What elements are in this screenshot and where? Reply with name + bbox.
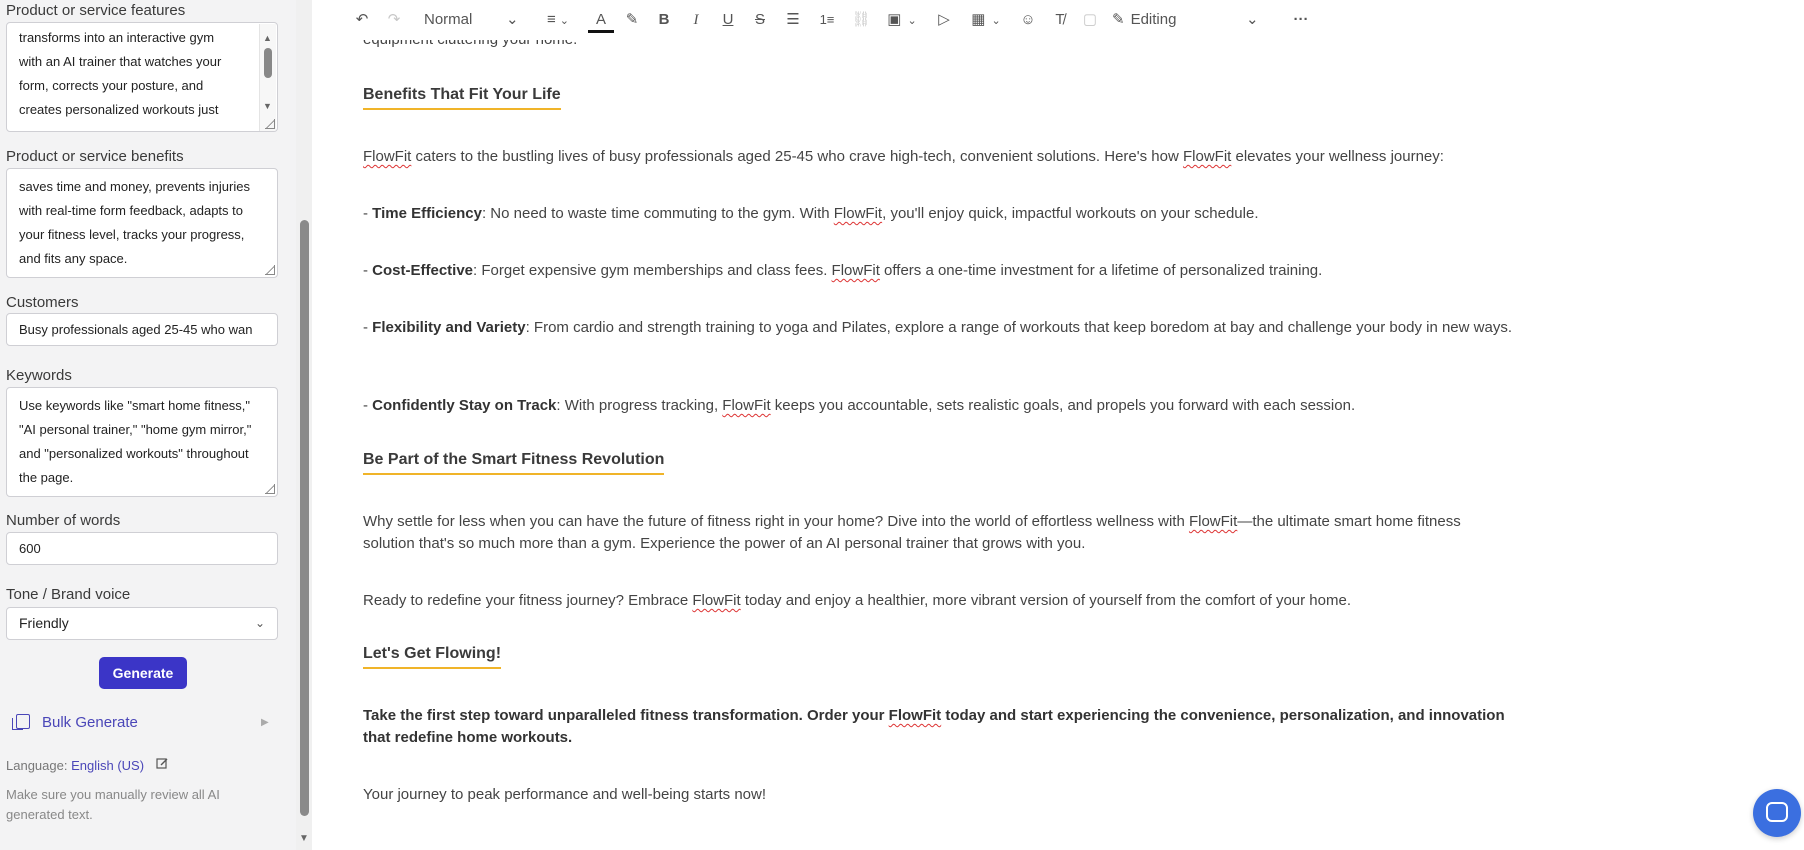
chevron-down-icon: ⌄ xyxy=(506,11,519,28)
features-label: Product or service features xyxy=(6,2,186,19)
call-to-action xyxy=(363,705,1513,749)
text-run: elevates your wellness journey: xyxy=(1231,148,1444,165)
generate-button[interactable]: Generate xyxy=(99,657,187,689)
text-run: keeps you accountable, sets realistic goals, and propels you forward with each session. xyxy=(770,397,1356,414)
section-heading: Benefits That Fit Your Life xyxy=(363,84,561,110)
brand-name: FlowFit xyxy=(833,205,883,222)
section-heading: Be Part of the Smart Fitness Revolution xyxy=(363,449,664,475)
brand-name: FlowFit xyxy=(722,397,771,414)
benefit-title: Cost-Effective xyxy=(372,262,474,279)
text-color-icon[interactable]: A xyxy=(588,8,614,33)
resize-handle-icon[interactable] xyxy=(265,265,275,275)
text-run: today and enjoy a healthier, more vibrant version of yourself from the comfort of your home. xyxy=(740,592,1351,609)
features-textarea[interactable] xyxy=(6,22,278,132)
text-run: Why settle for less when you can have the future of fitness right in your home? Dive into the world of effortless wellness with xyxy=(363,513,1189,530)
brand-name: FlowFit xyxy=(363,148,412,165)
text-run: Ready to redefine your fitness journey? Embrace xyxy=(363,592,693,609)
bullet-list-icon[interactable]: ☰ xyxy=(786,11,800,28)
bulk-generate-label: Bulk Generate xyxy=(42,714,138,731)
underline-icon[interactable]: U xyxy=(722,11,734,28)
scroll-down-icon[interactable]: ▼ xyxy=(263,101,272,111)
editing-mode-label: Editing xyxy=(1130,11,1177,28)
pencil-icon: ✎ xyxy=(1112,11,1125,28)
keywords-line: and "personalized workouts" throughout xyxy=(19,446,249,461)
benefits-textarea[interactable] xyxy=(6,168,278,278)
brand-name: FlowFit xyxy=(1188,513,1238,530)
keywords-textarea[interactable] xyxy=(6,387,278,497)
image-icon[interactable]: ▣ ⌄ xyxy=(887,11,917,28)
scroll-thumb[interactable] xyxy=(264,48,272,78)
text-run: offers a one-time investment for a lifetime of personalized training. xyxy=(879,262,1323,279)
section-heading: Let's Get Flowing! xyxy=(363,643,501,669)
document-editor[interactable] xyxy=(312,0,1804,850)
language-prefix: Language: xyxy=(6,758,68,773)
text-style-select[interactable] xyxy=(424,8,524,32)
strikethrough-icon[interactable]: S xyxy=(754,11,765,28)
emoji-icon[interactable]: ☺ xyxy=(1020,11,1036,28)
editing-mode-select[interactable] xyxy=(1112,8,1262,32)
benefits-line: your fitness level, tracks your progress, xyxy=(19,227,245,242)
benefits-label: Product or service benefits xyxy=(6,148,184,165)
italic-icon[interactable]: I xyxy=(693,12,699,28)
word-count-label: Number of words xyxy=(6,512,121,529)
features-line: creates personalized workouts just xyxy=(19,102,219,117)
text-style-value: Normal xyxy=(424,11,473,28)
bulk-generate-link[interactable] xyxy=(16,714,138,731)
tone-label: Tone / Brand voice xyxy=(6,586,131,603)
chat-support-button[interactable] xyxy=(1753,789,1801,837)
benefit-item: - Cost-Effective: Forget expensive gym memberships and class fees. FlowFit offers a one-time investment for a lifetime of personalized training. xyxy=(363,262,1323,279)
features-line: form, corrects your posture, and xyxy=(19,78,204,93)
keywords-label: Keywords xyxy=(6,367,72,384)
bold-icon[interactable]: B xyxy=(658,11,670,28)
customers-label: Customers xyxy=(6,294,79,311)
paragraph xyxy=(363,146,1513,168)
paragraph xyxy=(363,590,1513,612)
resize-handle-icon[interactable] xyxy=(265,484,275,494)
align-icon[interactable]: ≡ ⌄ xyxy=(547,11,569,28)
review-note: Make sure you manually review all AI generated text. xyxy=(6,787,220,822)
more-options-icon[interactable]: ··· xyxy=(1293,11,1309,28)
text-run: : No need to waste time commuting to the gym. With xyxy=(481,205,834,222)
features-line: with an AI trainer that watches your xyxy=(19,54,222,69)
generator-panel xyxy=(0,0,296,850)
benefit-item: - Confidently Stay on Track: With progress tracking, FlowFit keeps you accountable, sets realistic goals, and propels you forward with each session. xyxy=(363,397,1356,414)
keywords-line: "AI personal trainer," "home gym mirror," xyxy=(19,422,252,437)
play-icon[interactable]: ▷ xyxy=(938,11,950,28)
customers-input[interactable]: Busy professionals aged 25-45 who wan xyxy=(6,313,278,346)
brand-name: FlowFit xyxy=(1182,148,1232,165)
benefits-line: and fits any space. xyxy=(19,251,128,266)
features-scrollbar[interactable] xyxy=(259,24,276,132)
chevron-down-icon: ⌄ xyxy=(254,616,265,630)
language-link[interactable]: English (US) xyxy=(71,758,145,773)
editor-toolbar xyxy=(312,0,1804,40)
text-run: : Forget expensive gym memberships and class fees. xyxy=(473,262,832,279)
chevron-down-icon: ⌄ xyxy=(1246,11,1259,28)
scroll-down-icon[interactable]: ▼ xyxy=(299,833,309,844)
copy-icon xyxy=(16,714,30,729)
keywords-line: the page. xyxy=(19,470,74,485)
text-run: , you'll enjoy quick, impactful workouts on your schedule. xyxy=(882,205,1259,222)
text-run: Take the first step toward unparalleled fitness transformation. Order your xyxy=(363,707,889,724)
link-icon[interactable]: ⛓ xyxy=(851,11,871,28)
text-run: : From cardio and strength training to yoga and Pilates, explore a range of workouts that keep boredom at bay and challenge your body in new ways. xyxy=(525,319,1512,336)
numbered-list-icon[interactable]: 1≡ xyxy=(819,12,835,27)
tone-value: Friendly xyxy=(19,615,69,631)
keywords-line: Use keywords like "smart home fitness," xyxy=(19,398,251,413)
features-line: transforms into an interactive gym xyxy=(19,30,215,45)
text-run: : With progress tracking, xyxy=(556,397,723,414)
resize-handle-icon[interactable] xyxy=(265,119,275,129)
table-icon[interactable]: ▦ ⌄ xyxy=(971,11,1001,28)
panel-scrollbar[interactable] xyxy=(296,0,312,850)
scroll-up-icon[interactable]: ▲ xyxy=(263,33,272,43)
scroll-thumb[interactable] xyxy=(300,220,309,816)
benefit-item: - Flexibility and Variety: From cardio and strength training to yoga and Pilates, explore a range of workouts that keep boredom at bay and challenge your body in new ways. xyxy=(363,319,1512,336)
benefit-title: Time Efficiency xyxy=(372,205,482,222)
brand-name: FlowFit xyxy=(888,707,942,724)
paragraph: Your journey to peak performance and well-being starts now! xyxy=(363,786,767,803)
text-run: today and start experiencing the convenience, personalization, and innovation that redefine home workouts. xyxy=(363,707,1505,746)
language-row xyxy=(6,757,169,773)
benefit-item: - Time Efficiency: No need to waste time commuting to the gym. With FlowFit, you'll enjoy quick, impactful workouts on your schedule. xyxy=(363,205,1259,222)
text-run: caters to the bustling lives of busy professionals aged 25-45 who crave high-tech, convenient solutions. Here's how xyxy=(411,148,1183,165)
chat-icon xyxy=(1766,802,1788,822)
redo-icon[interactable]: ↷ xyxy=(387,11,401,28)
benefit-title: Flexibility and Variety xyxy=(372,319,526,336)
brand-name: FlowFit xyxy=(692,592,741,609)
expand-arrow-icon[interactable]: ▶ xyxy=(261,717,269,728)
comment-icon[interactable]: ▢ xyxy=(1082,11,1098,28)
text-run: —the ultimate smart home fitness solution that's so much more than a gym. Experience the power of an AI personal trainer that grows with you. xyxy=(363,513,1461,552)
edit-icon[interactable] xyxy=(156,757,169,773)
tone-select[interactable] xyxy=(6,607,278,640)
benefit-title: Confidently Stay on Track xyxy=(372,397,557,414)
paragraph xyxy=(363,511,1513,555)
benefits-line: saves time and money, prevents injuries xyxy=(19,179,250,194)
brand-name: FlowFit xyxy=(831,262,880,279)
highlight-icon[interactable]: ✎ xyxy=(625,11,639,28)
undo-icon[interactable]: ↶ xyxy=(355,11,369,28)
word-count-input[interactable]: 600 xyxy=(6,532,278,565)
clear-format-icon[interactable]: T̸ xyxy=(1055,11,1065,28)
benefits-line: with real-time form feedback, adapts to xyxy=(19,203,243,218)
